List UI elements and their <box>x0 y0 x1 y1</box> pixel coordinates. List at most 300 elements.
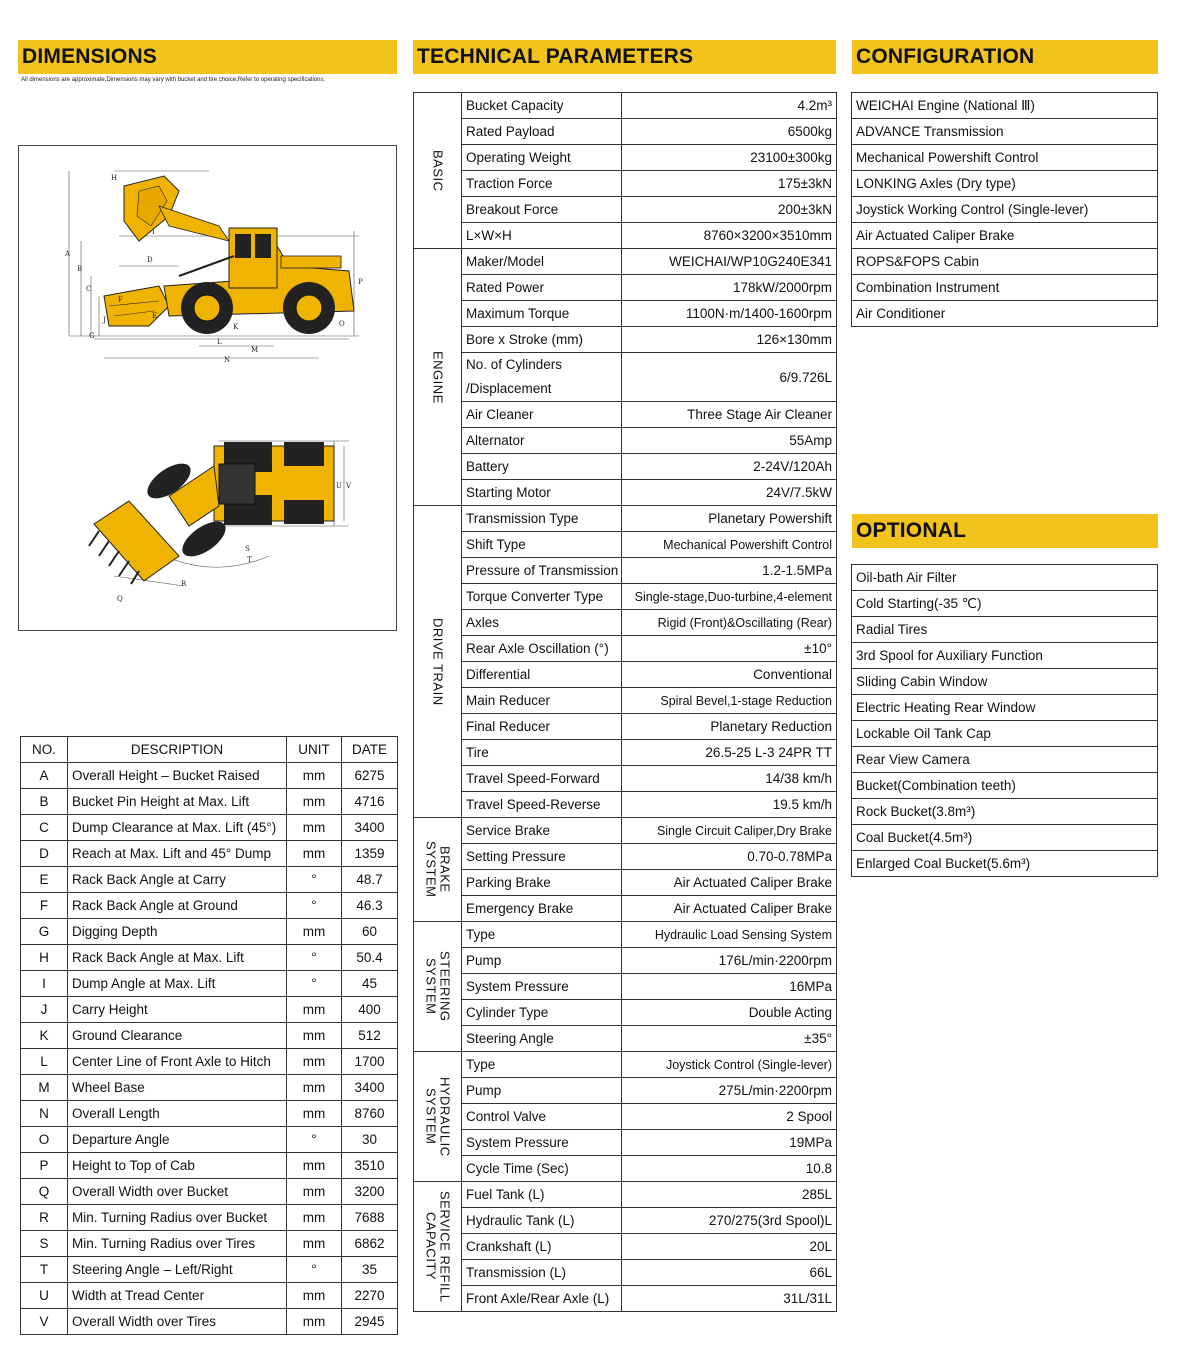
parameter-value: 178kW/2000rpm <box>622 275 837 301</box>
parameter-label: Differential <box>462 662 622 688</box>
technical-row <box>414 454 837 480</box>
parameter-label: Control Valve <box>462 1104 622 1130</box>
technical-row <box>414 1182 837 1208</box>
dimension-unit: mm <box>287 1309 342 1335</box>
letter-K: K <box>233 323 239 331</box>
dimension-row <box>21 1153 398 1179</box>
technical-row <box>414 584 837 610</box>
dimension-unit: ° <box>287 945 342 971</box>
dimension-description: Width at Tread Center <box>68 1283 287 1309</box>
lowered-bucket <box>104 286 169 326</box>
dimension-row <box>21 945 398 971</box>
dimension-unit: mm <box>287 815 342 841</box>
configuration-row <box>852 119 1158 145</box>
dimensions-title: DIMENSIONS <box>22 45 158 68</box>
parameter-value: Conventional <box>622 662 837 688</box>
parameter-value: 23100±300kg <box>622 145 837 171</box>
parameter-label: System Pressure <box>462 1130 622 1156</box>
section-name: DRIVE TRAIN <box>430 617 446 706</box>
dimension-row <box>21 789 398 815</box>
technical-row <box>414 171 837 197</box>
parameter-value: ±35° <box>622 1026 837 1052</box>
parameter-value: 2 Spool <box>622 1104 837 1130</box>
parameter-value: 20L <box>622 1234 837 1260</box>
parameter-value: Planetary Powershift <box>622 506 837 532</box>
parameter-value: 126×130mm <box>622 327 837 353</box>
technical-row <box>414 1104 837 1130</box>
raised-bucket <box>124 176 229 241</box>
parameter-value: ±10° <box>622 636 837 662</box>
configuration-row <box>852 301 1158 327</box>
technical-row <box>414 766 837 792</box>
technical-row <box>414 792 837 818</box>
configuration-row <box>852 93 1158 119</box>
optional-item: Enlarged Coal Bucket(5.6m³) <box>852 851 1158 877</box>
dimension-value: 35 <box>342 1257 398 1283</box>
letter-R: R <box>181 580 187 588</box>
dimension-description: Ground Clearance <box>68 1023 287 1049</box>
optional-row <box>852 643 1158 669</box>
dimension-row <box>21 1205 398 1231</box>
parameter-label: Cylinder Type <box>462 1000 622 1026</box>
letter-S: S <box>245 545 250 553</box>
optional-row <box>852 799 1158 825</box>
parameter-label: Fuel Tank (L) <box>462 1182 622 1208</box>
section-name: BRAKE SYSTEM <box>423 841 453 898</box>
section-label <box>414 249 462 506</box>
parameter-label: Torque Converter Type <box>462 584 622 610</box>
dimension-description: Dump Angle at Max. Lift <box>68 971 287 997</box>
technical-row <box>414 1234 837 1260</box>
dimensions-table-header <box>21 737 398 763</box>
technical-row <box>414 1052 837 1078</box>
dimension-row <box>21 971 398 997</box>
dimension-unit: mm <box>287 789 342 815</box>
parameter-value: 6500kg <box>622 119 837 145</box>
parameter-value: 6/9.726L <box>622 353 837 402</box>
letter-F: F <box>118 296 123 304</box>
parameter-value: Three Stage Air Cleaner <box>622 402 837 428</box>
optional-item: Electric Heating Rear Window <box>852 695 1158 721</box>
optional-row <box>852 721 1158 747</box>
technical-row <box>414 922 837 948</box>
parameter-label: Service Brake <box>462 818 622 844</box>
optional-row <box>852 565 1158 591</box>
dimension-no: A <box>21 763 68 789</box>
section-name: STEERING SYSTEM <box>423 951 453 1022</box>
optional-item: 3rd Spool for Auxiliary Function <box>852 643 1158 669</box>
header-description: DESCRIPTION <box>68 737 287 763</box>
technical-row <box>414 119 837 145</box>
dimension-description: Departure Angle <box>68 1127 287 1153</box>
technical-row <box>414 480 837 506</box>
parameter-label: Maker/Model <box>462 249 622 275</box>
dimension-row <box>21 919 398 945</box>
dimension-value: 1359 <box>342 841 398 867</box>
configuration-item: Air Conditioner <box>852 301 1158 327</box>
dimension-unit: mm <box>287 1075 342 1101</box>
parameter-value: 66L <box>622 1260 837 1286</box>
optional-header <box>852 514 1158 548</box>
technical-row <box>414 740 837 766</box>
dimension-value: 3510 <box>342 1153 398 1179</box>
parameter-label: Rated Power <box>462 275 622 301</box>
dimension-unit: mm <box>287 763 342 789</box>
parameter-label: Hydraulic Tank (L) <box>462 1208 622 1234</box>
technical-row <box>414 662 837 688</box>
dimension-no: N <box>21 1101 68 1127</box>
parameter-value: 19.5 km/h <box>622 792 837 818</box>
letter-G: G <box>89 332 95 340</box>
loader-body-side <box>164 228 354 334</box>
technical-parameters-table <box>413 92 837 1312</box>
technical-row <box>414 197 837 223</box>
dimension-description: Overall Length <box>68 1101 287 1127</box>
dimension-no: H <box>21 945 68 971</box>
parameter-value: Hydraulic Load Sensing System <box>622 922 837 948</box>
optional-item: Rock Bucket(3.8m³) <box>852 799 1158 825</box>
dimension-row <box>21 1231 398 1257</box>
dimension-row <box>21 763 398 789</box>
dimension-no: Q <box>21 1179 68 1205</box>
parameter-value: WEICHAI/WP10G240E341 <box>622 249 837 275</box>
dimension-row <box>21 997 398 1023</box>
parameter-label: Pump <box>462 948 622 974</box>
letter-D: D <box>147 256 153 264</box>
dimension-unit: mm <box>287 1205 342 1231</box>
loader-dimension-drawing <box>18 145 397 631</box>
dimension-description: Bucket Pin Height at Max. Lift <box>68 789 287 815</box>
technical-row <box>414 1156 837 1182</box>
parameter-value: 55Amp <box>622 428 837 454</box>
parameter-label: Emergency Brake <box>462 896 622 922</box>
parameter-label: Tire <box>462 740 622 766</box>
configuration-item: WEICHAI Engine (National Ⅲ) <box>852 93 1158 119</box>
dimension-description: Reach at Max. Lift and 45° Dump <box>68 841 287 867</box>
dimension-description: Carry Height <box>68 997 287 1023</box>
optional-title: OPTIONAL <box>856 519 967 542</box>
technical-row <box>414 145 837 171</box>
configuration-title: CONFIGURATION <box>856 45 1035 68</box>
technical-title: TECHNICAL PARAMETERS <box>417 45 694 68</box>
technical-row <box>414 948 837 974</box>
configuration-item: Combination Instrument <box>852 275 1158 301</box>
dimension-value: 1700 <box>342 1049 398 1075</box>
letter-M: M <box>251 346 259 354</box>
dimension-value: 2945 <box>342 1309 398 1335</box>
dimension-unit: ° <box>287 867 342 893</box>
parameter-label: Setting Pressure <box>462 844 622 870</box>
configuration-item: Joystick Working Control (Single-lever) <box>852 197 1158 223</box>
optional-row <box>852 617 1158 643</box>
technical-row <box>414 249 837 275</box>
parameter-label: Travel Speed-Reverse <box>462 792 622 818</box>
technical-row <box>414 275 837 301</box>
configuration-item: ROPS&FOPS Cabin <box>852 249 1158 275</box>
optional-item: Bucket(Combination teeth) <box>852 773 1158 799</box>
technical-row <box>414 506 837 532</box>
parameter-label: Bore x Stroke (mm) <box>462 327 622 353</box>
dimension-no: L <box>21 1049 68 1075</box>
optional-row <box>852 851 1158 877</box>
optional-item: Oil-bath Air Filter <box>852 565 1158 591</box>
dimension-unit: mm <box>287 1179 342 1205</box>
parameter-value: Air Actuated Caliper Brake <box>622 896 837 922</box>
technical-row <box>414 714 837 740</box>
dimension-description: Overall Width over Bucket <box>68 1179 287 1205</box>
parameter-label: Transmission (L) <box>462 1260 622 1286</box>
parameter-value: 200±3kN <box>622 197 837 223</box>
dimension-no: T <box>21 1257 68 1283</box>
technical-row <box>414 610 837 636</box>
parameter-value: Single-stage,Duo-turbine,4-element <box>622 584 837 610</box>
dimension-row <box>21 1075 398 1101</box>
letter-T: T <box>247 556 252 564</box>
section-label <box>414 818 462 922</box>
configuration-list <box>851 92 1158 327</box>
parameter-label: Travel Speed-Forward <box>462 766 622 792</box>
dimension-value: 2270 <box>342 1283 398 1309</box>
parameter-label: Bucket Capacity <box>462 93 622 119</box>
technical-row <box>414 558 837 584</box>
parameter-value: 26.5-25 L-3 24PR TT <box>622 740 837 766</box>
technical-row <box>414 818 837 844</box>
parameter-value: 8760×3200×3510mm <box>622 223 837 249</box>
dimension-unit: ° <box>287 1257 342 1283</box>
technical-row <box>414 353 837 402</box>
dimension-value: 8760 <box>342 1101 398 1127</box>
parameter-label: Starting Motor <box>462 480 622 506</box>
parameter-label: Breakout Force <box>462 197 622 223</box>
dimension-value: 6275 <box>342 763 398 789</box>
dimension-row <box>21 867 398 893</box>
optional-row <box>852 591 1158 617</box>
dimension-description: Steering Angle – Left/Right <box>68 1257 287 1283</box>
dimension-no: R <box>21 1205 68 1231</box>
dimension-description: Min. Turning Radius over Tires <box>68 1231 287 1257</box>
dimension-row <box>21 841 398 867</box>
parameter-label: Pressure of Transmission <box>462 558 622 584</box>
optional-list <box>851 564 1158 877</box>
parameter-label: Final Reducer <box>462 714 622 740</box>
letter-N: N <box>224 356 231 364</box>
parameter-label: Steering Angle <box>462 1026 622 1052</box>
dimension-value: 512 <box>342 1023 398 1049</box>
technical-row <box>414 327 837 353</box>
configuration-header <box>852 40 1158 74</box>
technical-row <box>414 402 837 428</box>
parameter-value: 2-24V/120Ah <box>622 454 837 480</box>
dimension-unit: mm <box>287 997 342 1023</box>
optional-item: Radial Tires <box>852 617 1158 643</box>
dimension-unit: mm <box>287 919 342 945</box>
parameter-value: 0.70-0.78MPa <box>622 844 837 870</box>
parameter-label: Operating Weight <box>462 145 622 171</box>
dimension-description: Rack Back Angle at Max. Lift <box>68 945 287 971</box>
letter-C: C <box>86 285 92 293</box>
parameter-value: 31L/31L <box>622 1286 837 1312</box>
dimension-description: Wheel Base <box>68 1075 287 1101</box>
dimension-row <box>21 893 398 919</box>
parameter-label: Cycle Time (Sec) <box>462 1156 622 1182</box>
technical-row <box>414 301 837 327</box>
parameter-label: Rear Axle Oscillation (°) <box>462 636 622 662</box>
technical-row <box>414 1078 837 1104</box>
dimension-value: 7688 <box>342 1205 398 1231</box>
dimension-value: 3200 <box>342 1179 398 1205</box>
dimension-unit: mm <box>287 1231 342 1257</box>
dimension-no: D <box>21 841 68 867</box>
letter-U: U <box>336 482 342 490</box>
optional-row <box>852 695 1158 721</box>
parameter-label: Pump <box>462 1078 622 1104</box>
parameter-label: Transmission Type <box>462 506 622 532</box>
parameter-value: 24V/7.5kW <box>622 480 837 506</box>
dimension-no: B <box>21 789 68 815</box>
section-label <box>414 1182 462 1312</box>
configuration-item: Mechanical Powershift Control <box>852 145 1158 171</box>
parameter-value: Single Circuit Caliper,Dry Brake <box>622 818 837 844</box>
parameter-label: Main Reducer <box>462 688 622 714</box>
technical-row <box>414 532 837 558</box>
dimension-no: K <box>21 1023 68 1049</box>
parameter-label: Front Axle/Rear Axle (L) <box>462 1286 622 1312</box>
parameter-label: Maximum Torque <box>462 301 622 327</box>
configuration-item: LONKING Axles (Dry type) <box>852 171 1158 197</box>
parameter-value: 14/38 km/h <box>622 766 837 792</box>
dimension-value: 60 <box>342 919 398 945</box>
header-unit: UNIT <box>287 737 342 763</box>
parameter-value: Air Actuated Caliper Brake <box>622 870 837 896</box>
parameter-value: 176L/min·2200rpm <box>622 948 837 974</box>
parameter-label: Alternator <box>462 428 622 454</box>
dimension-row <box>21 1179 398 1205</box>
dimension-description: Overall Width over Tires <box>68 1309 287 1335</box>
technical-row <box>414 1208 837 1234</box>
dimension-no: U <box>21 1283 68 1309</box>
dimension-no: J <box>21 997 68 1023</box>
section-label <box>414 506 462 818</box>
section-name: SERVICE REFILL CAPACITY <box>423 1190 453 1303</box>
dimension-no: S <box>21 1231 68 1257</box>
dimensions-header <box>18 40 397 74</box>
parameter-value: Planetary Reduction <box>622 714 837 740</box>
technical-row <box>414 844 837 870</box>
dimension-description: Rack Back Angle at Ground <box>68 893 287 919</box>
dimension-unit: mm <box>287 1023 342 1049</box>
parameter-value: 19MPa <box>622 1130 837 1156</box>
optional-item: Cold Starting(-35 ℃) <box>852 591 1158 617</box>
dimension-value: 3400 <box>342 815 398 841</box>
technical-row <box>414 974 837 1000</box>
dimension-description: Center Line of Front Axle to Hitch <box>68 1049 287 1075</box>
section-name: HYDRAULIC SYSTEM <box>423 1076 453 1157</box>
technical-row <box>414 93 837 119</box>
dimension-description: Height to Top of Cab <box>68 1153 287 1179</box>
dimension-unit: mm <box>287 1153 342 1179</box>
parameter-label: Battery <box>462 454 622 480</box>
optional-item: Coal Bucket(4.5m³) <box>852 825 1158 851</box>
dimension-no: V <box>21 1309 68 1335</box>
dimension-value: 46.3 <box>342 893 398 919</box>
dimension-value: 45 <box>342 971 398 997</box>
technical-row <box>414 688 837 714</box>
letter-J: J <box>103 316 106 324</box>
letter-Q: Q <box>117 595 123 603</box>
dimension-unit: mm <box>287 1049 342 1075</box>
letter-B: B <box>77 265 83 273</box>
technical-row <box>414 1260 837 1286</box>
dimension-unit: ° <box>287 1127 342 1153</box>
dimension-no: I <box>21 971 68 997</box>
parameter-value: 285L <box>622 1182 837 1208</box>
optional-row <box>852 825 1158 851</box>
technical-row <box>414 1026 837 1052</box>
dimension-value: 48.7 <box>342 867 398 893</box>
dimension-description: Min. Turning Radius over Bucket <box>68 1205 287 1231</box>
letter-O: O <box>339 320 345 328</box>
technical-row <box>414 896 837 922</box>
section-label <box>414 922 462 1052</box>
dimension-row <box>21 1023 398 1049</box>
parameter-label: Air Cleaner <box>462 402 622 428</box>
technical-row <box>414 428 837 454</box>
dimension-value: 50.4 <box>342 945 398 971</box>
technical-row <box>414 1130 837 1156</box>
parameter-value: 270/275(3rd Spool)L <box>622 1208 837 1234</box>
parameter-value: 275L/min·2200rpm <box>622 1078 837 1104</box>
dimension-row <box>21 1127 398 1153</box>
dimension-no: C <box>21 815 68 841</box>
optional-row <box>852 669 1158 695</box>
section-label <box>414 1052 462 1182</box>
parameter-label: No. of Cylinders /Displacement <box>462 353 622 402</box>
letter-V: V <box>346 482 352 490</box>
parameter-label: Shift Type <box>462 532 622 558</box>
letter-A: A <box>65 250 71 258</box>
optional-item: Rear View Camera <box>852 747 1158 773</box>
dimension-description: Digging Depth <box>68 919 287 945</box>
configuration-row <box>852 145 1158 171</box>
technical-row <box>414 1286 837 1312</box>
dimension-value: 4716 <box>342 789 398 815</box>
section-name: BASIC <box>430 149 446 192</box>
dimension-value: 30 <box>342 1127 398 1153</box>
dimension-no: O <box>21 1127 68 1153</box>
header-no: NO. <box>21 737 68 763</box>
dimension-value: 400 <box>342 997 398 1023</box>
optional-item: Sliding Cabin Window <box>852 669 1158 695</box>
letter-I: I <box>152 228 155 236</box>
dimension-no: E <box>21 867 68 893</box>
dimension-value: 3400 <box>342 1075 398 1101</box>
technical-header <box>413 40 836 74</box>
configuration-row <box>852 197 1158 223</box>
parameter-label: Axles <box>462 610 622 636</box>
dimension-no: P <box>21 1153 68 1179</box>
parameter-label: L×W×H <box>462 223 622 249</box>
letter-H: H <box>111 174 118 182</box>
parameter-label: Type <box>462 922 622 948</box>
parameter-value: 175±3kN <box>622 171 837 197</box>
dimension-no: M <box>21 1075 68 1101</box>
dimension-row <box>21 1257 398 1283</box>
dimension-row <box>21 1049 398 1075</box>
dimension-row <box>21 815 398 841</box>
letter-L: L <box>217 338 222 346</box>
technical-row <box>414 870 837 896</box>
dimension-no: G <box>21 919 68 945</box>
